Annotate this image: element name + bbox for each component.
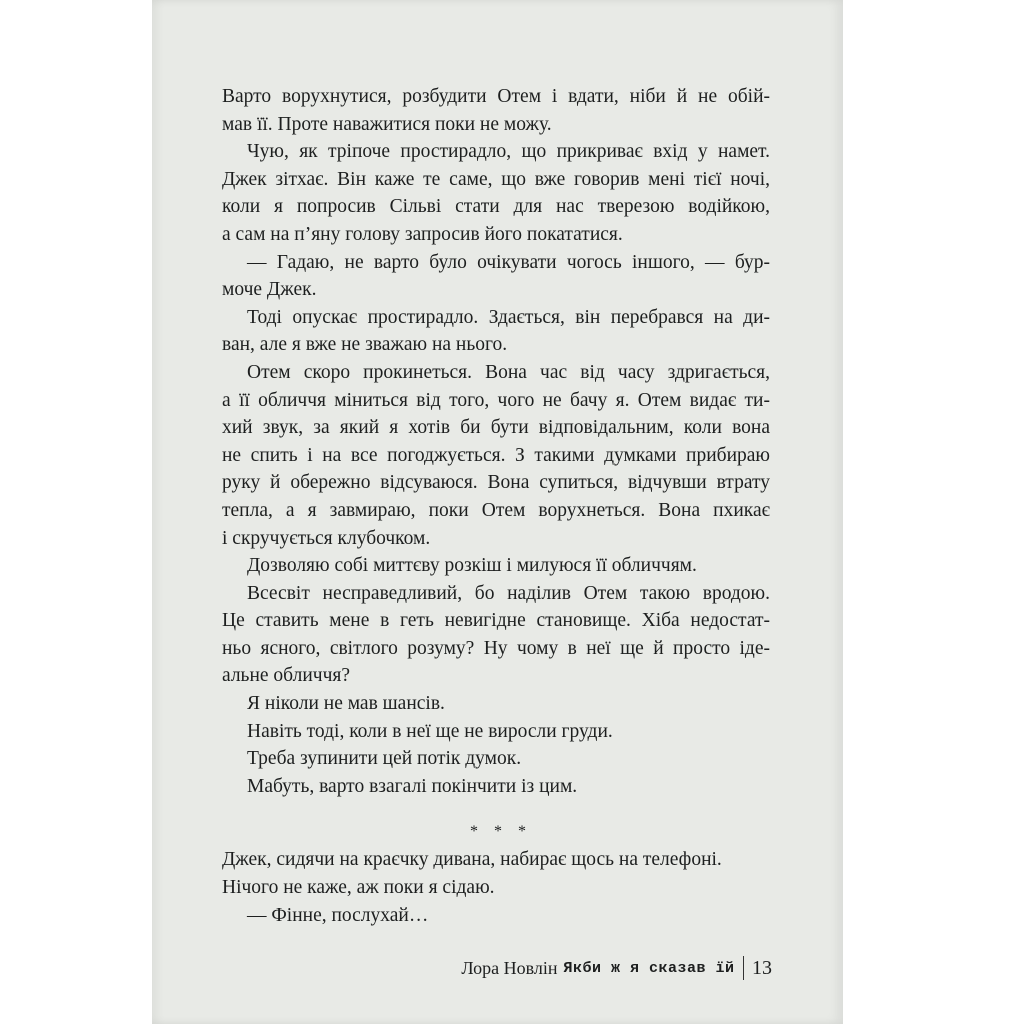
text-line: Джек, сидячи на краєчку дивана, набирає щось на телефоні. — [222, 849, 722, 871]
text-line: альне обличчя? — [222, 665, 351, 687]
book-page — [152, 0, 843, 1024]
paragraphs-after-break — [222, 846, 770, 929]
text-line: Нічого не каже, аж поки я сідаю. — [222, 877, 495, 899]
text-line: ван, але я вже не зважаю на нього. — [222, 334, 508, 356]
text-line: Всесвіт несправедливий, бо наділив Отем такою вродою. — [247, 582, 770, 604]
text-line: — Гадаю, не варто було очікувати чогось іншого, — бур- — [247, 251, 770, 273]
text-line: Чую, як тріпоче простирадло, що прикриває вхід у намет. — [247, 141, 770, 163]
page-body — [222, 83, 770, 929]
text-line: хий звук, за який я хотів би бути відповідальним, коли вона — [222, 417, 770, 439]
text-line: тепла, а я завмираю, поки Отем ворухнеться. Вона пхикає — [222, 499, 770, 521]
text-line: Треба зупинити цей потік думок. — [247, 748, 522, 770]
text-line: — Фінне, послухай… — [247, 904, 429, 926]
text-line: Джек зітхає. Він каже те саме, що вже говорив мені тієї ночі, — [222, 168, 770, 190]
text-line: не спить і на все погоджується. З такими думками прибираю — [222, 444, 770, 466]
text-line: ньо ясного, світлого розуму? Ну чому в неї ще й просто іде- — [222, 637, 770, 659]
text-line: Тоді опускає простирадло. Здається, він перебрався на ди- — [247, 306, 770, 328]
text-line: Отем скоро прокинеться. Вона час від часу здригається, — [247, 361, 770, 383]
section-break: * * * — [470, 823, 532, 841]
text-line: мав її. Проте наважитися поки не можу. — [222, 113, 552, 135]
text-line: а сам на п’яну голову запросив його покататися. — [222, 223, 623, 245]
page-number: 13 — [752, 956, 772, 979]
footer-divider — [743, 956, 745, 980]
text-line: моче Джек. — [222, 279, 317, 301]
text-line: а її обличчя міниться від того, чого не бачу я. Отем видає ти- — [222, 389, 770, 411]
text-line: Я ніколи не мав шансів. — [247, 693, 445, 715]
footer-author: Лора Новлін — [461, 957, 558, 978]
text-line: коли я попросив Сільві стати для нас тверезою водійкою, — [222, 196, 770, 218]
text-line: Дозволяю собі миттєву розкіш і милуюся її обличчям. — [247, 555, 697, 577]
footer-book-title: Якби ж я сказав їй — [563, 959, 735, 977]
text-line: руку й обережно відсуваюся. Вона супиться, відчувши втрату — [222, 472, 770, 494]
text-line: Варто ворухнутися, розбудити Отем і вдати, ніби й не обій- — [222, 86, 770, 107]
text-line: Навіть тоді, коли в неї ще не виросли груди. — [247, 720, 613, 742]
running-footer — [461, 954, 772, 982]
text-line: Це ставить мене в геть невигідне становище. Хіба недостат- — [222, 610, 770, 632]
paragraphs-before-break — [222, 83, 770, 800]
text-line: і скручується клубочком. — [222, 527, 431, 549]
text-line: Мабуть, варто взагалі покінчити із цим. — [247, 775, 578, 797]
